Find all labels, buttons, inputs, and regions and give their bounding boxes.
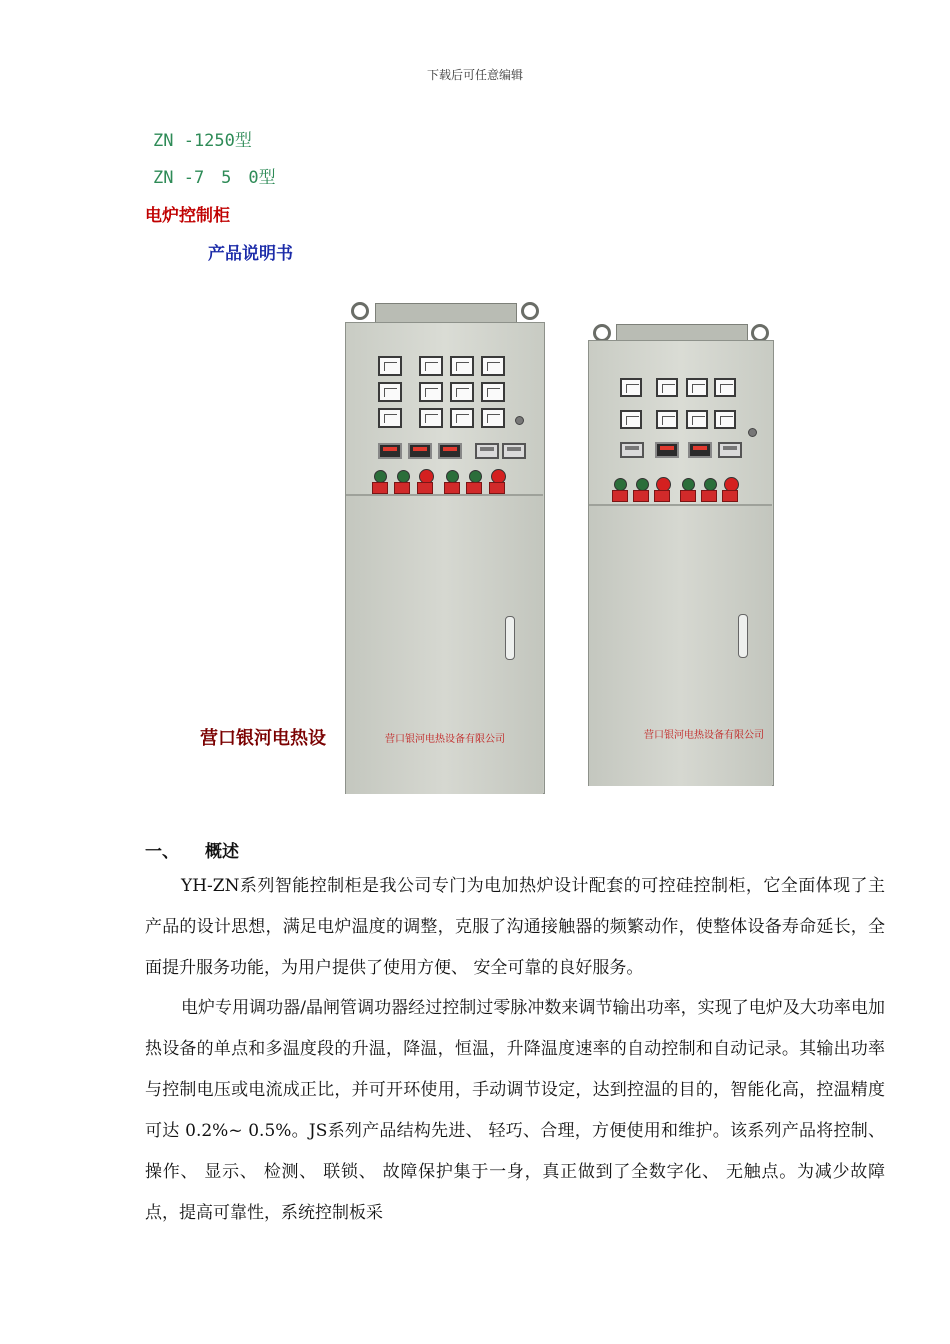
temperature-controller-icon: [408, 443, 432, 459]
meter-icon: [481, 356, 505, 376]
model-1250: ZN -1250型: [153, 131, 252, 151]
meter-icon: [378, 382, 402, 402]
meter-icon: [450, 408, 474, 428]
cabinet-nameplate: 营口银河电热设备有限公司: [644, 730, 764, 741]
cabinet-top-frame: [375, 303, 517, 323]
model-750: ZN -7 5 0型: [153, 168, 276, 188]
lifting-ring-icon: [521, 302, 539, 320]
label-plate-icon: [701, 490, 717, 502]
cabinet-nameplate: 营口银河电热设备有限公司: [385, 734, 505, 745]
label-plate-icon: [394, 482, 410, 494]
temperature-controller-icon: [718, 442, 742, 458]
meter-icon: [656, 410, 678, 429]
meter-icon: [656, 378, 678, 397]
paragraph: YH-ZN系列智能控制柜是我公司专门为电加热炉设计配套的可控硅控制柜，它全面体现了主产品的设计思想，满足电炉温度的调整，克服了沟通接触器的频繁动作，使整体设备寿命延长，全面提升服务功能，为用户提供了使用方便、 安全可靠的良好服务。: [145, 876, 885, 978]
label-plate-icon: [466, 482, 482, 494]
label-plate-icon: [680, 490, 696, 502]
header-note: 下载后可任意编辑: [426, 68, 523, 82]
temperature-controller-icon: [475, 443, 499, 459]
knob-icon: [515, 416, 524, 425]
cabinet-title: 电炉控制柜: [145, 206, 230, 226]
meter-icon: [620, 410, 642, 429]
label-plate-icon: [633, 490, 649, 502]
meter-icon: [714, 410, 736, 429]
temperature-controller-icon: [688, 442, 712, 458]
meter-icon: [686, 410, 708, 429]
section-heading: [145, 837, 239, 862]
temperature-controller-icon: [620, 442, 644, 458]
lifting-ring-icon: [351, 302, 369, 320]
cabinet-photo-right: [588, 318, 774, 786]
cabinet-photo-left: [345, 298, 545, 794]
temperature-controller-icon: [438, 443, 462, 459]
meter-icon: [419, 408, 443, 428]
label-plate-icon: [654, 490, 670, 502]
label-plate-icon: [722, 490, 738, 502]
meter-icon: [481, 382, 505, 402]
knob-icon: [748, 428, 757, 437]
company-name-partial: 营口银河电热设: [200, 728, 326, 749]
section-number: 一、: [145, 842, 179, 862]
label-plate-icon: [489, 482, 505, 494]
label-plate-icon: [612, 490, 628, 502]
meter-icon: [378, 356, 402, 376]
meter-icon: [620, 378, 642, 397]
door-handle-icon: [738, 614, 748, 658]
label-plate-icon: [372, 482, 388, 494]
temperature-controller-icon: [502, 443, 526, 459]
temperature-controller-icon: [378, 443, 402, 459]
paragraph: 电炉专用调功器/晶闸管调功器经过控制过零脉冲数来调节输出功率，实现了电炉及大功率电加热设备的单点和多温度段的升温，降温，恒温，升降温度速率的自动控制和自动记录。其输出功率与控制电压或电流成正比，并可开环使用，手动调节设定，达到控温的目的，智能化高，控温精度可达 0.2%~ 0.5%。JS系列产品结构先进、 轻巧、合理，方便使用和维护。该系列产品将控制、 操作、 显示、 检测、 联锁、 故障保护集于一身，真正做到了全数字化、 无触点。为减少故障点，提高可靠性，系统控制板采: [145, 998, 885, 1223]
manual-title: 产品说明书: [208, 244, 293, 264]
meter-icon: [419, 382, 443, 402]
meter-icon: [686, 378, 708, 397]
door-handle-icon: [505, 616, 515, 660]
label-plate-icon: [444, 482, 460, 494]
meter-icon: [714, 378, 736, 397]
meter-icon: [450, 356, 474, 376]
meter-icon: [419, 356, 443, 376]
label-plate-icon: [417, 482, 433, 494]
meter-icon: [450, 382, 474, 402]
meter-icon: [378, 408, 402, 428]
meter-icon: [481, 408, 505, 428]
temperature-controller-icon: [655, 442, 679, 458]
section-title: 概述: [205, 842, 239, 862]
